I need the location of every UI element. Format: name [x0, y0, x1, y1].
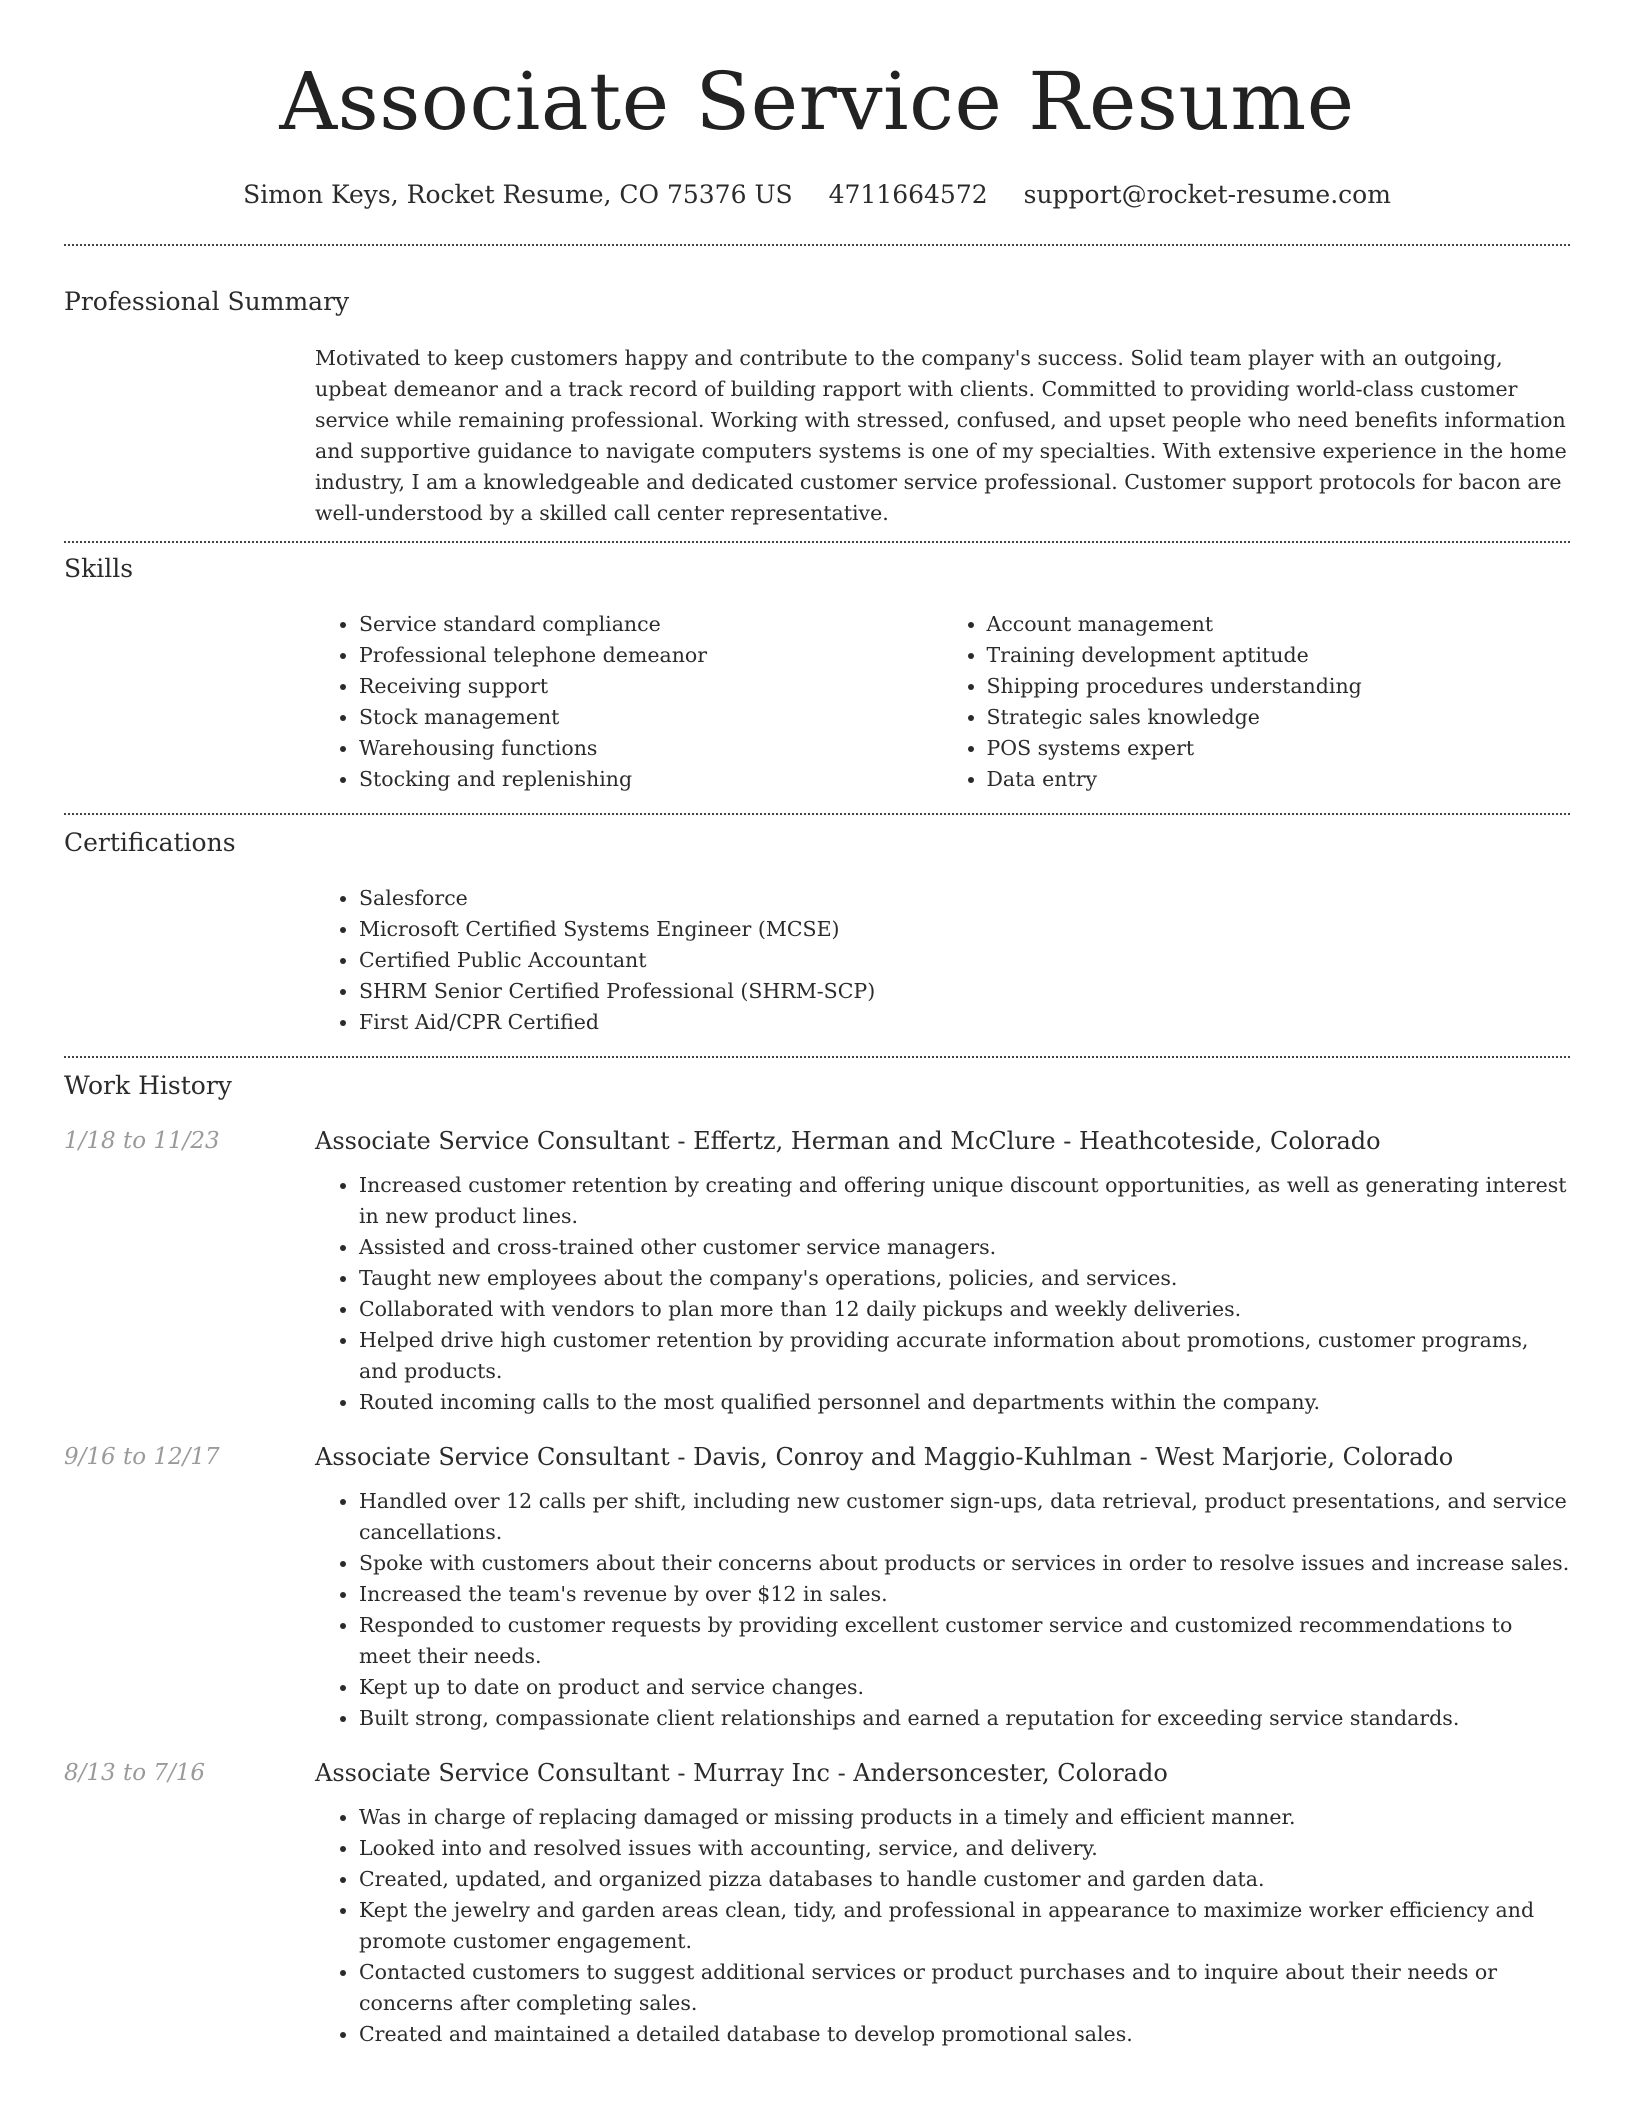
list-item: • POS systems expert: [987, 733, 1571, 764]
skills-grid: [315, 609, 1570, 795]
list-item: • Data entry: [987, 764, 1571, 795]
job-entry: [64, 1756, 1570, 2050]
list-item: • Training development aptitude: [987, 640, 1571, 671]
list-item: • Increased the team's revenue by over $12 in sales.: [359, 1579, 1570, 1610]
divider: [64, 1056, 1570, 1058]
list-item: • Microsoft Certified Systems Engineer (MCSE): [359, 914, 1570, 945]
list-item: • Spoke with customers about their concerns about products or services in order to resolve issues and increase sales.: [359, 1548, 1570, 1579]
list-item: • Shipping procedures understanding: [987, 671, 1571, 702]
job-title: Associate Service Consultant - Davis, Conroy and Maggio-Kuhlman - West Marjorie, Colorado: [315, 1443, 1454, 1471]
contact-address: Simon Keys, Rocket Resume, CO 75376 US: [243, 180, 793, 209]
job-body: [315, 1756, 1570, 2050]
contact-line: [64, 178, 1570, 212]
contact-phone: 4711664572: [828, 180, 988, 209]
list-item: • Salesforce: [359, 883, 1570, 914]
list-item: • Looked into and resolved issues with accounting, service, and delivery.: [359, 1833, 1570, 1864]
list-item: • Strategic sales knowledge: [987, 702, 1571, 733]
list-item: • Stock management: [359, 702, 943, 733]
certifications-section: [64, 827, 1570, 1038]
list-item: • Contacted customers to suggest additional services or product purchases and to inquire about their needs or concerns after completing sales.: [359, 1957, 1570, 2019]
divider: [64, 541, 1570, 543]
job-body: [315, 1440, 1570, 1734]
job-bullets: [315, 1486, 1570, 1734]
list-item: • Routed incoming calls to the most qualified personnel and departments within the company.: [359, 1387, 1570, 1418]
list-item: • Increased customer retention by creating and offering unique discount opportunities, as well as generating interest in new product lines.: [359, 1170, 1570, 1232]
list-item: • Kept the jewelry and garden areas clean, tidy, and professional in appearance to maximize worker efficiency and promote customer engagement.: [359, 1895, 1570, 1957]
contact-email: support@rocket-resume.com: [1023, 180, 1391, 209]
list-item: • SHRM Senior Certified Professional (SHRM-SCP): [359, 976, 1570, 1007]
job-bullets: [315, 1802, 1570, 2050]
list-item: • Taught new employees about the company's operations, policies, and services.: [359, 1263, 1570, 1294]
job-title: Associate Service Consultant - Effertz, Herman and McClure - Heathcoteside, Colorado: [315, 1127, 1381, 1155]
list-item: • Kept up to date on product and service changes.: [359, 1672, 1570, 1703]
list-item: • Responded to customer requests by providing excellent customer service and customized recommendations to meet their needs.: [359, 1610, 1570, 1672]
summary-text: Motivated to keep customers happy and contribute to the company's success. Solid team player with an outgoing, upbeat demeanor and a track record of building rapport with clients. Committed to providing world-class customer service while remaining professional. Working with stressed, confused, and upset people who need benefits information and supportive guidance to navigate computers systems is one of my specialties. With extensive experience in the home industry, I am a knowledgeable and dedicated customer service professional. Customer support protocols for bacon are well-understood by a skilled call center representative.: [315, 346, 1567, 525]
certifications-list: [315, 883, 1570, 1038]
work-history-section: [64, 1070, 1570, 2050]
job-dates: 8/13 to 7/16: [64, 1760, 206, 1786]
list-item: • Stocking and replenishing: [359, 764, 943, 795]
job-title: Associate Service Consultant - Murray Inc - Andersoncester, Colorado: [315, 1759, 1168, 1787]
certifications-heading: Certifications: [64, 828, 236, 857]
divider: [64, 813, 1570, 815]
skills-list-right: [943, 609, 1571, 795]
job-bullets: [315, 1170, 1570, 1418]
list-item: • Built strong, compassionate client relationships and earned a reputation for exceeding service standards.: [359, 1703, 1570, 1734]
job-entry: [64, 1440, 1570, 1734]
skills-section: [64, 553, 1570, 795]
list-item: • First Aid/CPR Certified: [359, 1007, 1570, 1038]
job-body: [315, 1124, 1570, 1418]
resume-page: [64, 0, 1570, 2050]
list-item: • Collaborated with vendors to plan more than 12 daily pickups and weekly deliveries.: [359, 1294, 1570, 1325]
list-item: • Service standard compliance: [359, 609, 943, 640]
resume-title: Associate Service Resume: [279, 55, 1355, 148]
summary-section: [64, 286, 1570, 529]
list-item: • Created, updated, and organized pizza databases to handle customer and garden data.: [359, 1864, 1570, 1895]
list-item: • Professional telephone demeanor: [359, 640, 943, 671]
work-history-heading: Work History: [64, 1071, 232, 1100]
summary-heading: Professional Summary: [64, 287, 350, 316]
divider: [64, 244, 1570, 246]
list-item: • Receiving support: [359, 671, 943, 702]
list-item: • Assisted and cross-trained other customer service managers.: [359, 1232, 1570, 1263]
list-item: • Was in charge of replacing damaged or missing products in a timely and efficient manner.: [359, 1802, 1570, 1833]
job-entry: [64, 1124, 1570, 1418]
skills-list-left: [315, 609, 943, 795]
job-dates: 9/16 to 12/17: [64, 1444, 220, 1470]
list-item: • Helped drive high customer retention by providing accurate information about promotions, customer programs, and products.: [359, 1325, 1570, 1387]
list-item: • Account management: [987, 609, 1571, 640]
list-item: • Certified Public Accountant: [359, 945, 1570, 976]
list-item: • Handled over 12 calls per shift, including new customer sign-ups, data retrieval, product presentations, and service cancellations.: [359, 1486, 1570, 1548]
job-dates: 1/18 to 11/23: [64, 1128, 220, 1154]
skills-heading: Skills: [64, 554, 134, 583]
list-item: • Warehousing functions: [359, 733, 943, 764]
list-item: • Created and maintained a detailed database to develop promotional sales.: [359, 2019, 1570, 2050]
